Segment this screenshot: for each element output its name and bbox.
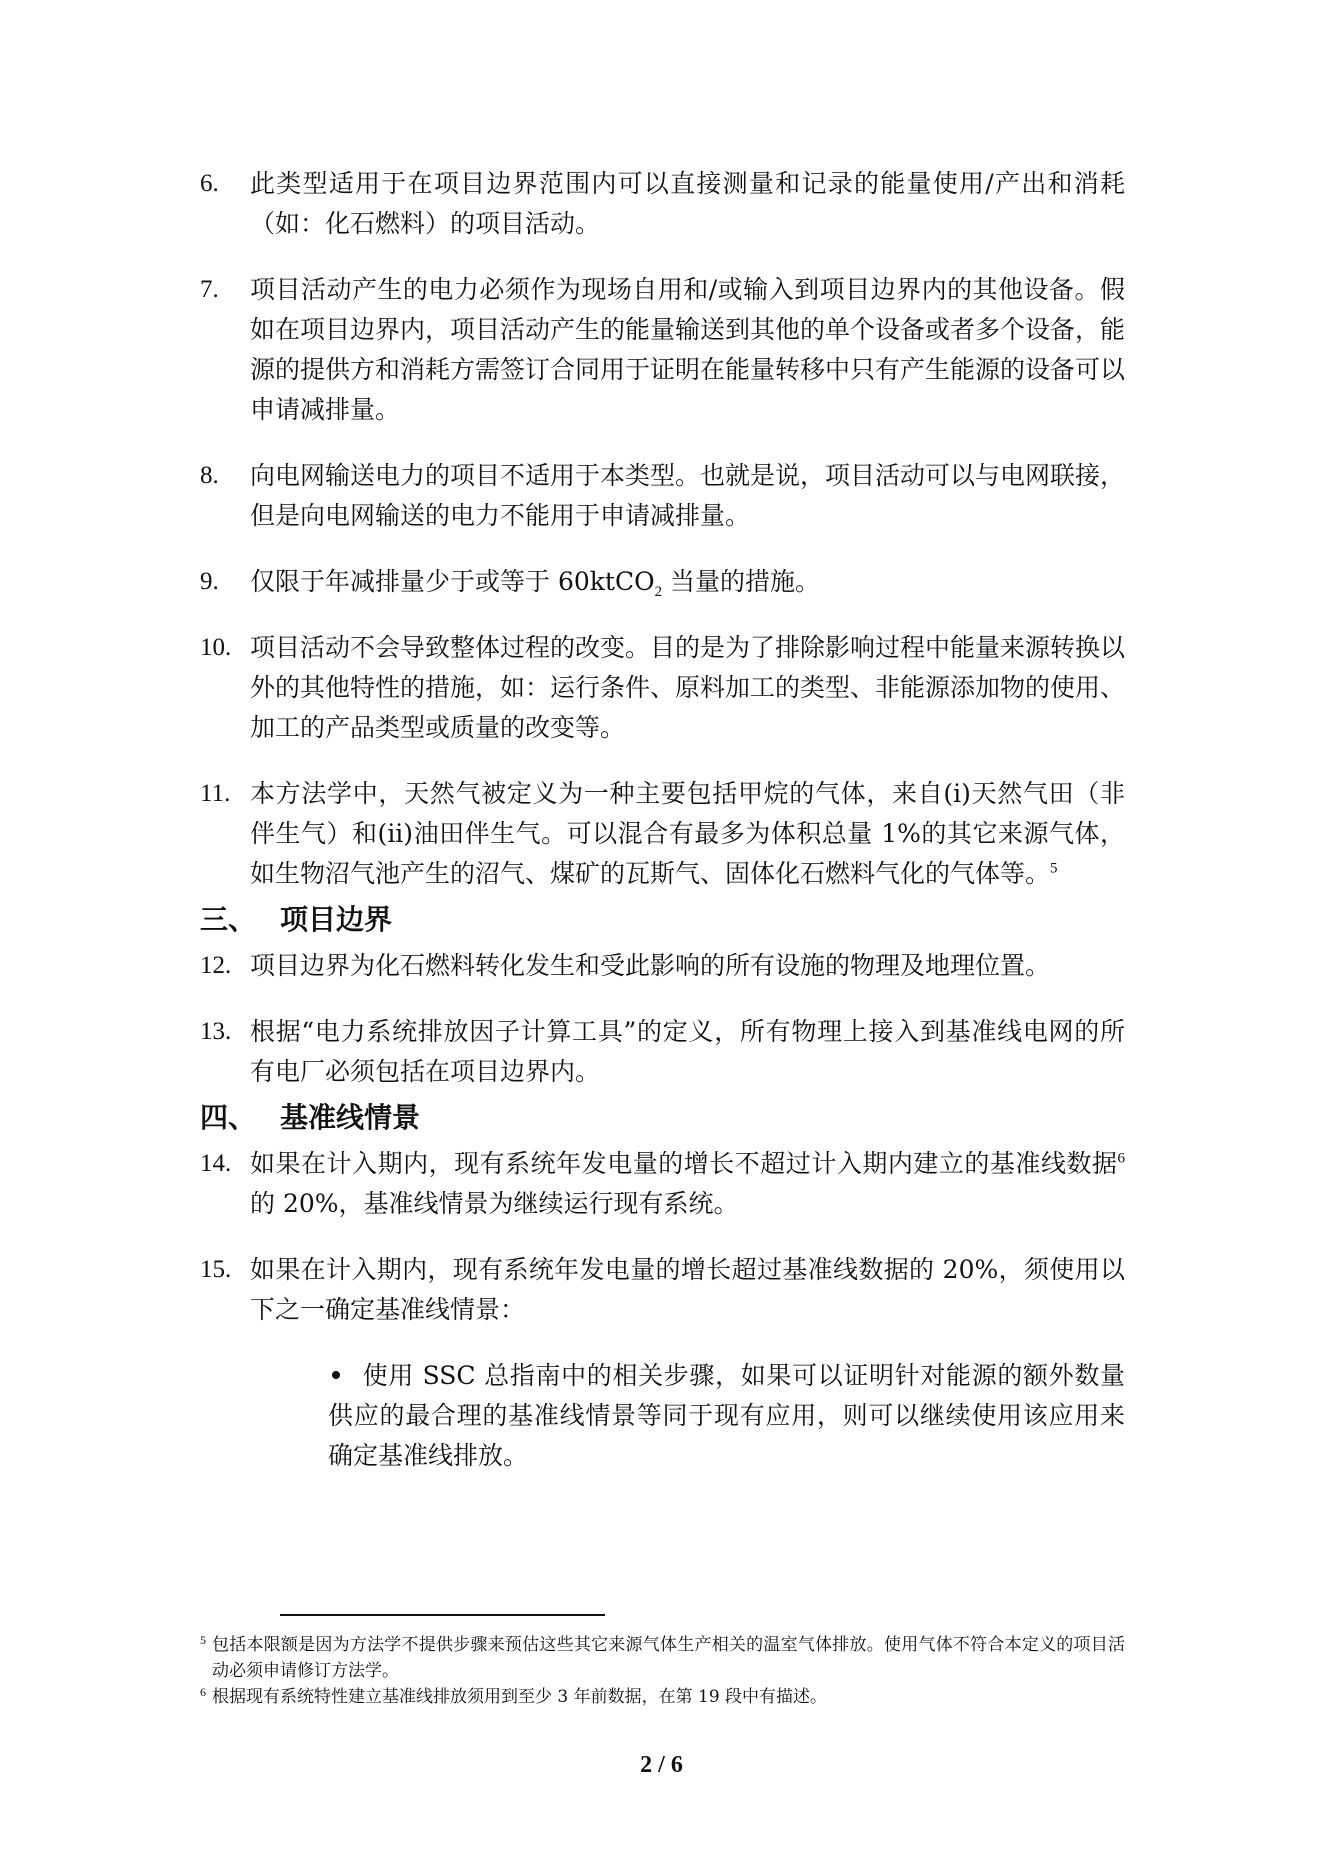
- paragraph-11: [200, 774, 1125, 894]
- paragraph-text: 项目边界为化石燃料转化发生和受此影响的所有设施的物理及地理位置。: [250, 951, 1051, 980]
- footnote-6: 6 根据现有系统特性建立基准线排放须用到至少 3 年前数据，在第 19 段中有描述。: [200, 1685, 828, 1707]
- section-title: 基准线情景: [280, 1101, 421, 1134]
- paragraph-number: 6.: [200, 170, 219, 197]
- paragraph-text: 如果在计入期内，现有系统年发电量的增长超过基准线数据的 20%，须使用以下之一确定基准线情景：: [250, 1255, 1125, 1324]
- paragraph-number: 11.: [200, 780, 231, 807]
- paragraph-9: [200, 562, 1125, 602]
- main-content: [200, 164, 1125, 1476]
- paragraph-number: 9.: [200, 568, 219, 595]
- paragraph-text: 如果在计入期内，现有系统年发电量的增长不超过计入期内建立的基准线数据: [250, 1149, 1118, 1178]
- section-number: 三、: [200, 903, 257, 936]
- paragraph-10: [200, 628, 1125, 748]
- paragraph-6: [200, 164, 1125, 244]
- paragraph-text: 此类型适用于在项目边界范围内可以直接测量和记录的能量使用/产出和消耗（如：化石燃料）的项目活动。: [250, 169, 1125, 238]
- section-number: 四、: [200, 1101, 257, 1134]
- paragraph-text: 仅限于年减排量少于或等于 60ktCO: [250, 567, 655, 596]
- bullet-item: [328, 1356, 1125, 1476]
- footnote-divider: [280, 1614, 605, 1616]
- paragraph-number: 15.: [200, 1256, 232, 1283]
- paragraph-text: 项目活动产生的电力必须作为现场自用和/或输入到项目边界内的其他设备。假如在项目边界内，项目活动产生的能量输送到其他的单个设备或者多个设备，能源的提供方和消耗方需签订合同用于证明在能量转移中只有产生能源的设备可以申请减排量。: [250, 275, 1126, 424]
- section-title: 项目边界: [280, 903, 393, 936]
- paragraph-15: [200, 1250, 1125, 1330]
- paragraph-text-end: 的 20%，基准线情景为继续运行现有系统。: [250, 1189, 739, 1218]
- paragraph-7: [200, 270, 1125, 430]
- footnote-ref-5[interactable]: 5: [1050, 860, 1058, 877]
- section-heading-baseline-scenario: [200, 1096, 1125, 1140]
- paragraph-13: [200, 1012, 1125, 1092]
- paragraph-12: [200, 946, 1125, 986]
- paragraph-number: 7.: [200, 276, 219, 303]
- footnotes: [200, 1632, 1125, 1710]
- footnote-text: 根据现有系统特性建立基准线排放须用到至少 3 年前数据，在第 19 段中有描述。: [212, 1687, 828, 1707]
- paragraph-number: 8.: [200, 462, 219, 489]
- page-number: 2 / 6: [640, 1752, 683, 1778]
- paragraph-14: [200, 1144, 1125, 1224]
- bullet-text: 使用 SSC 总指南中的相关步骤，如果可以证明针对能源的额外数量供应的最合理的基准线情景等同于现有应用，则可以继续使用该应用来确定基准线排放。: [328, 1361, 1125, 1470]
- subscript: 2: [654, 584, 663, 600]
- section-heading-project-boundary: [200, 898, 1125, 942]
- paragraph-number: 10.: [200, 634, 232, 661]
- paragraph-8: [200, 456, 1125, 536]
- footnote-5: 5 包括本限额是因为方法学不提供步骤来预估这些其它来源气体生产相关的温室气体排放。使用气体不符合本定义的项目活动必须申请修订方法学。: [200, 1633, 1125, 1681]
- paragraph-text: 根据“电力系统排放因子计算工具”的定义，所有物理上接入到基准线电网的所有电厂必须包括在项目边界内。: [250, 1017, 1125, 1086]
- footnote-ref-6[interactable]: 6: [1117, 1150, 1125, 1167]
- paragraph-number: 14.: [200, 1150, 232, 1177]
- footnote-text: 包括本限额是因为方法学不提供步骤来预估这些其它来源气体生产相关的温室气体排放。使用气体不符合本定义的项目活动必须申请修订方法学。: [212, 1635, 1125, 1681]
- paragraph-text: 本方法学中，天然气被定义为一种主要包括甲烷的气体，来自(i)天然气田（非伴生气）和(ii)油田伴生气。可以混合有最多为体积总量 1%的其它来源气体，如生物沼气池产生的沼气、煤矿的瓦斯气、固体化石燃料气化的气体等。: [250, 779, 1125, 888]
- paragraph-text: 项目活动不会导致整体过程的改变。目的是为了排除影响过程中能量来源转换以外的其他特性的措施，如：运行条件、原料加工的类型、非能源添加物的使用、加工的产品类型或质量的改变等。: [250, 633, 1126, 742]
- paragraph-number: 13.: [200, 1018, 232, 1045]
- paragraph-text-end: 当量的措施。: [662, 567, 821, 596]
- paragraph-text: 向电网输送电力的项目不适用于本类型。也就是说，项目活动可以与电网联接，但是向电网输送的电力不能用于申请减排量。: [250, 461, 1126, 530]
- bullet-icon: [332, 1371, 340, 1379]
- paragraph-number: 12.: [200, 952, 232, 979]
